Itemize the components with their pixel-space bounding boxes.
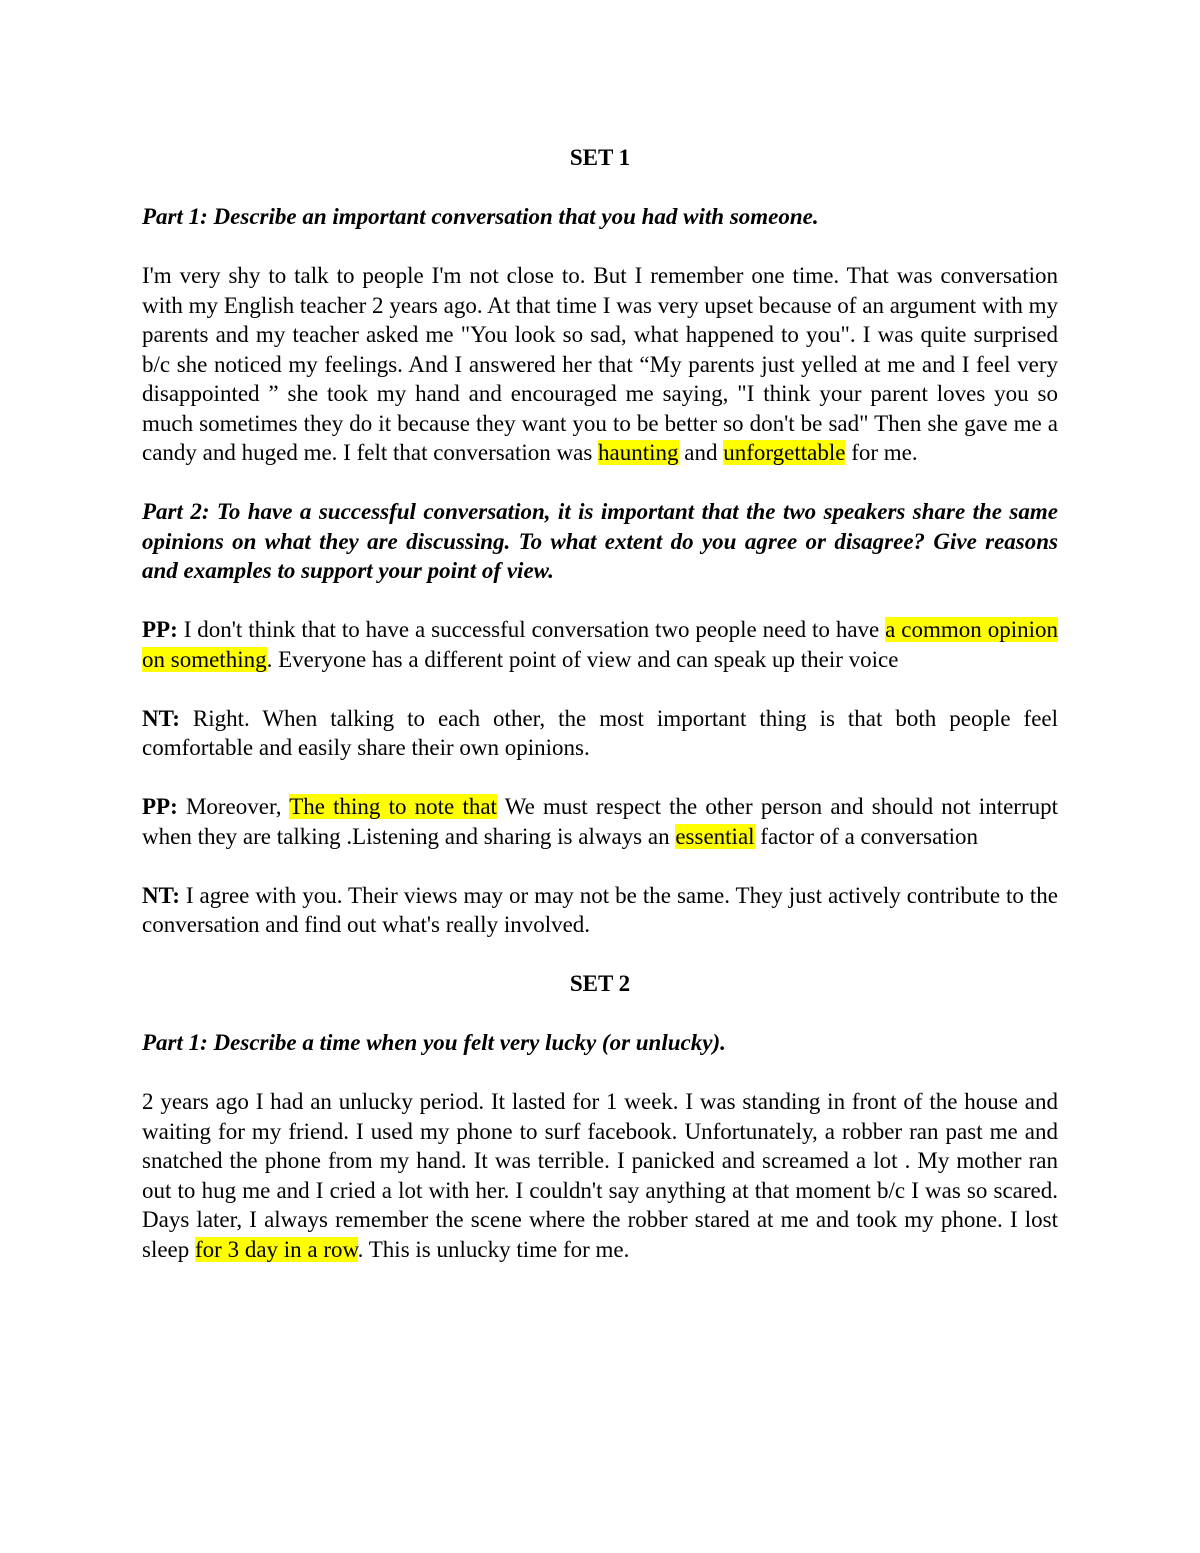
answer-text: I'm very shy to talk to people I'm not close to. But I remember one time. That was conversation with my English teacher 2 years ago. At that time I was very upset because of an argument with my parents and my teacher asked me "You look so sad, what happened to you". I was quite surprised b/c she noticed my feelings. And I answered her that “My parents just yelled at me and I feel very disappointed ” she took my hand and encouraged me saying, "I think your parent loves you so much sometimes they do it because they want you to be better so don't be sad" Then she gave me a candy and huged me. I felt that conversation was	[142, 263, 1058, 465]
spacer	[142, 1058, 1058, 1088]
spacer	[142, 468, 1058, 498]
answer-text: 2 years ago I had an unlucky period. It lasted for 1 week. I was standing in front of the house and waiting for my friend. I used my phone to surf facebook. Unfortunately, a robber ran past me and snatched the phone from my hand. It was terrible. I panicked and screamed a lot . My mother ran out to hug me and I cried a lot with her. I couldn't say anything at that moment b/c I was so scared. Days later, I always remember the scene where the robber stared at me and took my phone. I lost sleep	[142, 1089, 1058, 1262]
dialogue-turn	[142, 881, 1058, 940]
dialogue-text: Moreover,	[177, 794, 290, 819]
highlighted-phrase: a common opinion on something	[142, 617, 1058, 672]
spacer	[142, 763, 1058, 793]
dialogue-text: I don't think that to have a successful conversation two people need to have	[177, 617, 886, 642]
set1-part1-answer	[142, 261, 1058, 468]
answer-text: and	[678, 440, 724, 465]
spacer	[142, 999, 1058, 1029]
dialogue-text: Right. When talking to each other, the most important thing is that both people feel comfortable and easily share their own opinions.	[142, 705, 1058, 760]
set1-part2-question: Part 2: To have a successful conversation, it is important that the two speakers share the same opinions on what they are discussing. To what extent do you agree or disagree? Give reasons and examples to support your point of view.	[142, 499, 1058, 583]
set1-title: SET 1	[569, 145, 631, 170]
highlighted-phrase: haunting	[598, 440, 679, 465]
dialogue-text: . Everyone has a different point of view and can speak up their voice	[266, 646, 899, 672]
spacer	[142, 232, 1058, 262]
document-page	[142, 143, 1058, 1264]
dialogue-turn	[142, 704, 1058, 763]
answer-text: . This is unlucky time for me.	[357, 1236, 630, 1262]
spacer	[142, 674, 1058, 704]
dialogue-text: We must respect the other person and should not interrupt when they are talking .Listening and sharing is always an	[142, 794, 1059, 849]
speaker-label: NT:	[142, 705, 180, 731]
set1-part1-question: Part 1: Describe an important conversation that you had with someone.	[142, 204, 819, 229]
set2-part1-question: Part 1: Describe a time when you felt very lucky (or unlucky).	[142, 1030, 726, 1055]
spacer	[142, 851, 1058, 881]
highlighted-phrase: The thing to note that	[289, 794, 497, 819]
highlighted-phrase: unforgettable	[723, 440, 846, 465]
answer-text: for me.	[845, 440, 918, 465]
dialogue-text: I agree with you. Their views may or may not be the same. They just actively contribute to the conversation and find out what's really involved.	[142, 882, 1058, 937]
set2-title: SET 2	[569, 971, 631, 996]
spacer	[142, 586, 1058, 616]
dialogue-turn	[142, 792, 1058, 851]
speaker-label: PP:	[142, 794, 178, 819]
spacer	[142, 173, 1058, 203]
set2-part1-answer	[142, 1087, 1058, 1264]
speaker-label: PP:	[142, 617, 178, 642]
dialogue-text: factor of a conversation	[754, 823, 979, 849]
dialogue-turn	[142, 615, 1058, 674]
speaker-label: NT:	[142, 882, 180, 908]
highlighted-phrase: for 3 day in a row	[195, 1236, 358, 1262]
spacer	[142, 940, 1058, 970]
highlighted-phrase: essential	[675, 823, 755, 849]
